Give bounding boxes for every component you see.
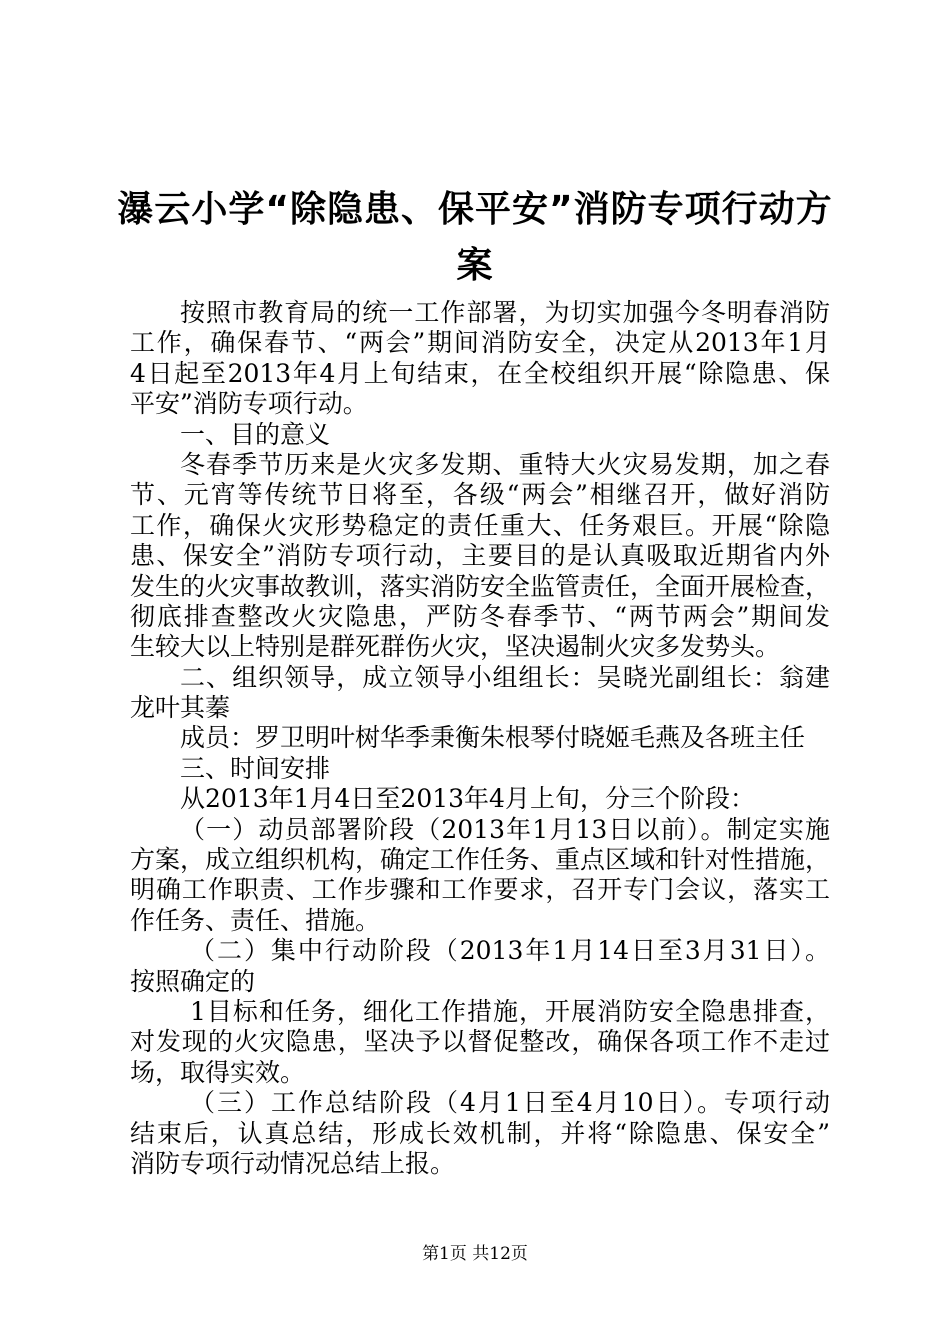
body-line: 对发现的火灾隐患，坚决予以督促整改，确保各项工作不走过	[130, 1027, 830, 1057]
body-line: 生较大以上特别是群死群伤火灾，坚决遏制火灾多发势头。	[130, 632, 781, 662]
body-line: 场，取得实效。	[130, 1057, 306, 1087]
stage-heading: （二）集中行动阶段（2013年1月14日至3月31日）。	[190, 936, 830, 966]
body-line: 按照市教育局的统一工作部署，为切实加强今冬明春消防	[180, 298, 830, 327]
body-line: 龙叶其蓁	[130, 693, 231, 723]
body-line: 冬春季节历来是火灾多发期、重特大火灾易发期，加之春	[180, 449, 830, 479]
document-title-line-2: 案	[456, 245, 494, 286]
body-line: 1目标和任务，细化工作措施，开展消防安全隐患排查，	[190, 996, 830, 1026]
body-line: 发生的火灾事故教训，落实消防安全监管责任，全面开展检查，	[130, 571, 831, 601]
body-line: 消防专项行动情况总结上报。	[130, 1148, 456, 1178]
body-line: 按照确定的	[130, 966, 256, 996]
stage-heading: （三）工作总结阶段（4月1日至4月10日）。专项行动	[190, 1088, 830, 1118]
document-body	[130, 298, 830, 1179]
body-line: 从2013年1月4日至2013年4月上旬，分三个阶段：	[180, 784, 755, 814]
page-footer: 第1页 共12页	[422, 1244, 528, 1264]
body-line: 彻底排查整改火灾隐患，严防冬春季节、“两节两会”期间发	[130, 601, 830, 631]
body-line: 工作，确保春节、“两会”期间消防安全，决定从2013年1月	[130, 328, 830, 358]
body-line: 4日起至2013年4月上旬结束，在全校组织开展“除隐患、保	[130, 358, 830, 388]
body-line: 工作，确保火灾形势稳定的责任重大、任务艰巨。开展“除隐	[130, 510, 830, 540]
body-line: 明确工作职责、工作步骤和工作要求，召开专门会议，落实工	[130, 875, 830, 905]
section-heading: 三、时间安排	[180, 753, 331, 783]
body-line: 患、保安全”消防专项行动，主要目的是认真吸取近期省内外	[130, 541, 830, 571]
body-line: 成员：罗卫明叶树华季秉衡朱根琴付晓姬毛燕及各班主任	[180, 723, 806, 753]
body-line: 方案，成立组织机构，确定工作任务、重点区域和针对性措施，	[130, 845, 831, 875]
body-line: 节、元宵等传统节日将至，各级“两会”相继召开，做好消防	[130, 480, 830, 510]
body-line: 作任务、责任、措施。	[130, 905, 381, 935]
body-line: 平安”消防专项行动。	[130, 389, 368, 419]
stage-heading: （一）动员部署阶段（2013年1月13日以前）。制定实施	[180, 814, 830, 844]
section-heading: 二、组织领导，成立领导小组组长：吴晓光副组长：翁建	[180, 662, 830, 692]
document-title-line-1: 瀑云小学“除隐患、保平安”消防专项行动方	[117, 189, 833, 230]
section-heading: 一、目的意义	[180, 419, 331, 449]
body-line: 结束后，认真总结，形成长效机制，并将“除隐患、保安全”	[130, 1118, 830, 1148]
